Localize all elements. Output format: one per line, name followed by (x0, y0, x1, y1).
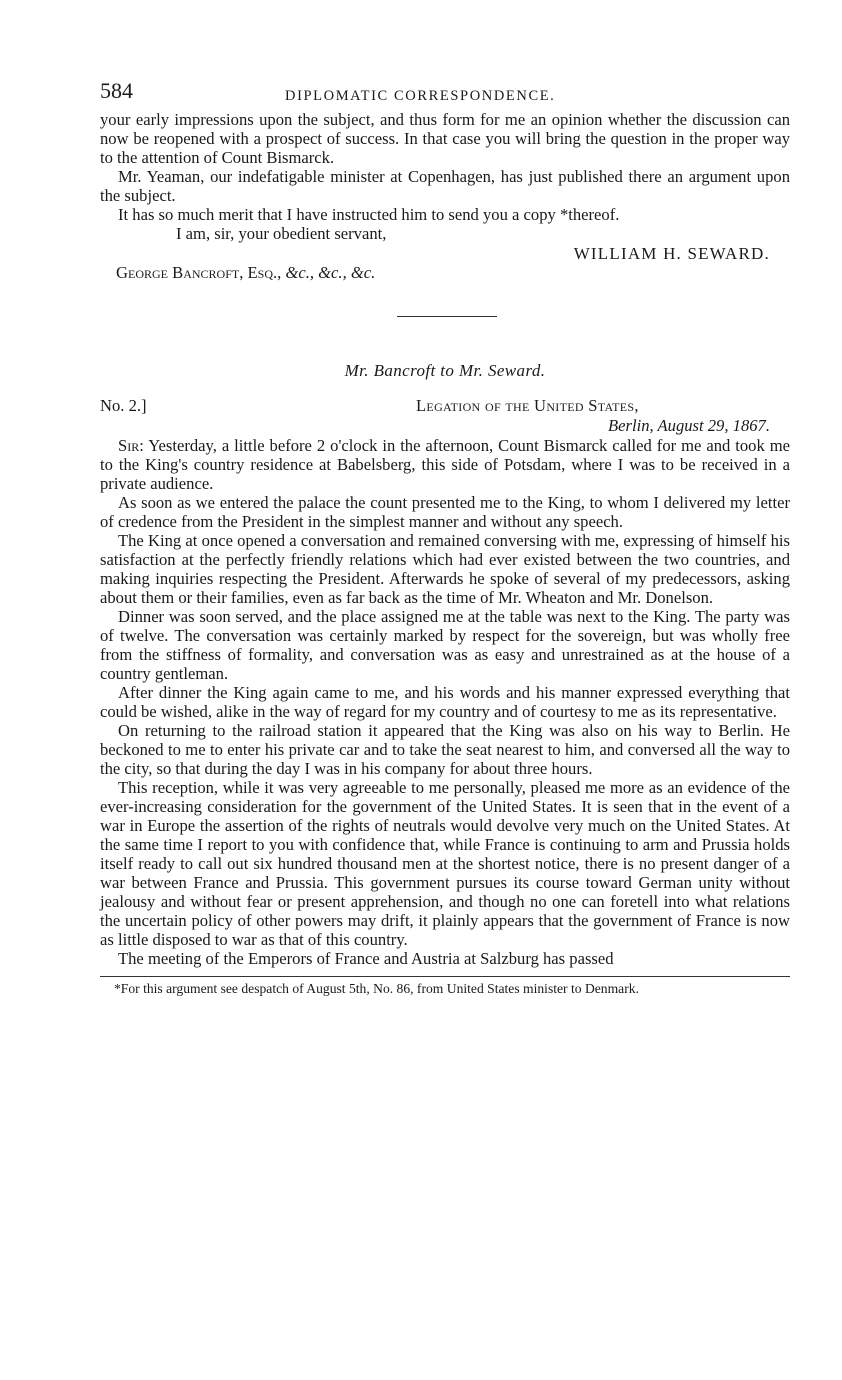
document-page (100, 78, 790, 997)
page-header (100, 78, 790, 110)
paragraph: As soon as we entered the palace the count presented me to the King, to whom I delivered my letter of credence from the President in the simplest manner and without any speech. (100, 493, 790, 531)
section-separator (397, 316, 497, 317)
letter-title: Mr. Bancroft to Mr. Seward. (344, 361, 546, 380)
signature: WILLIAM H. SEWARD. (573, 244, 770, 263)
addressee-suffix: &c., &c., &c. (285, 263, 376, 282)
legation-heading: Legation of the United States, (416, 396, 639, 415)
addressee (100, 263, 790, 282)
paragraph: Dinner was soon served, and the place assigned me at the table was next to the King. The party was of twelve. The conversation was certainly marked by respect for the sovereign, but was wholly free from the stiffness of formality, and conversation was as easy and unrestrained as at the house of a country gentleman. (100, 607, 790, 683)
paragraph: The King at once opened a conversation and remained conversing with me, expressing of himself his satisfaction at the perfectly friendly relations which had ever existed between the two countries, and making inquiries respecting the President. Afterwards he spoke of several of my predecessors, asking about them or their families, even as far back as the time of Mr. Wheaton and Mr. Donelson. (100, 531, 790, 607)
page-number: 584 (100, 78, 133, 103)
addressee-name: George Bancroft, Esq., (116, 263, 282, 282)
footnote-rule (100, 976, 790, 977)
paragraph: After dinner the King again came to me, and his words and his manner expressed everything that could be wished, alike in the way of regard for my country and of courtesy to me as its representative. (100, 683, 790, 721)
paragraph: On returning to the railroad station it appeared that the King was also on his way to Berlin. He beckoned to me to enter his private car and to take the seat nearest to him, and conversed all the way to the city, so that during the day I was in his company for about three hours. (100, 721, 790, 778)
paragraph (100, 436, 790, 493)
salutation: Sir: (118, 436, 144, 455)
paragraph: your early impressions upon the subject, and thus form for me an opinion whether the discussion can now be reopened with a prospect of success. In that case you will bring the question in the proper way to the attention of Count Bismarck. (100, 110, 790, 167)
letter-dateline (100, 396, 790, 436)
running-head: DIPLOMATIC CORRESPONDENCE. (285, 88, 556, 104)
closing-line: I am, sir, your obedient servant, (176, 224, 387, 243)
first-letter (100, 110, 790, 282)
paragraph-text: Yesterday, a little before 2 o'clock in the afternoon, Count Bismarck called for me and took me to the King's country residence at Babelsberg, this side of Potsdam, where I was to be received in a private audience. (100, 436, 790, 493)
paragraph: Mr. Yeaman, our indefatigable minister at Copenhagen, has just published there an argument upon the subject. (100, 167, 790, 205)
paragraph: It has so much merit that I have instructed him to send you a copy *thereof. (118, 205, 620, 224)
letter-date: Berlin, August 29, 1867. (608, 416, 770, 435)
paragraph: This reception, while it was very agreeable to me personally, pleased me more as an evidence of the ever-increasing consideration for the government of the United States. It is seen that in the event of a war in Europe the assertion of the rights of neutrals would devolve very much on the United States. At the same time I report to you with confidence that, while France is continuing to arm and Prussia holds itself ready to call out six hundred thousand men at the shortest notice, there is no present danger of a war between France and Prussia. This government pursues its course toward German unity without jealousy and without fear or present apprehension, and though no one can foretell into what relations the uncertain policy of other powers may drift, it plainly appears that the government of France is now as little disposed to war as that of this country. (100, 778, 790, 949)
paragraph: The meeting of the Emperors of France and Austria at Salzburg has passed (118, 949, 614, 968)
footnote: *For this argument see despatch of August 5th, No. 86, from United States minister to Denmark. (114, 981, 639, 996)
letter-number: No. 2.] (100, 396, 147, 415)
second-letter-body (100, 436, 790, 968)
